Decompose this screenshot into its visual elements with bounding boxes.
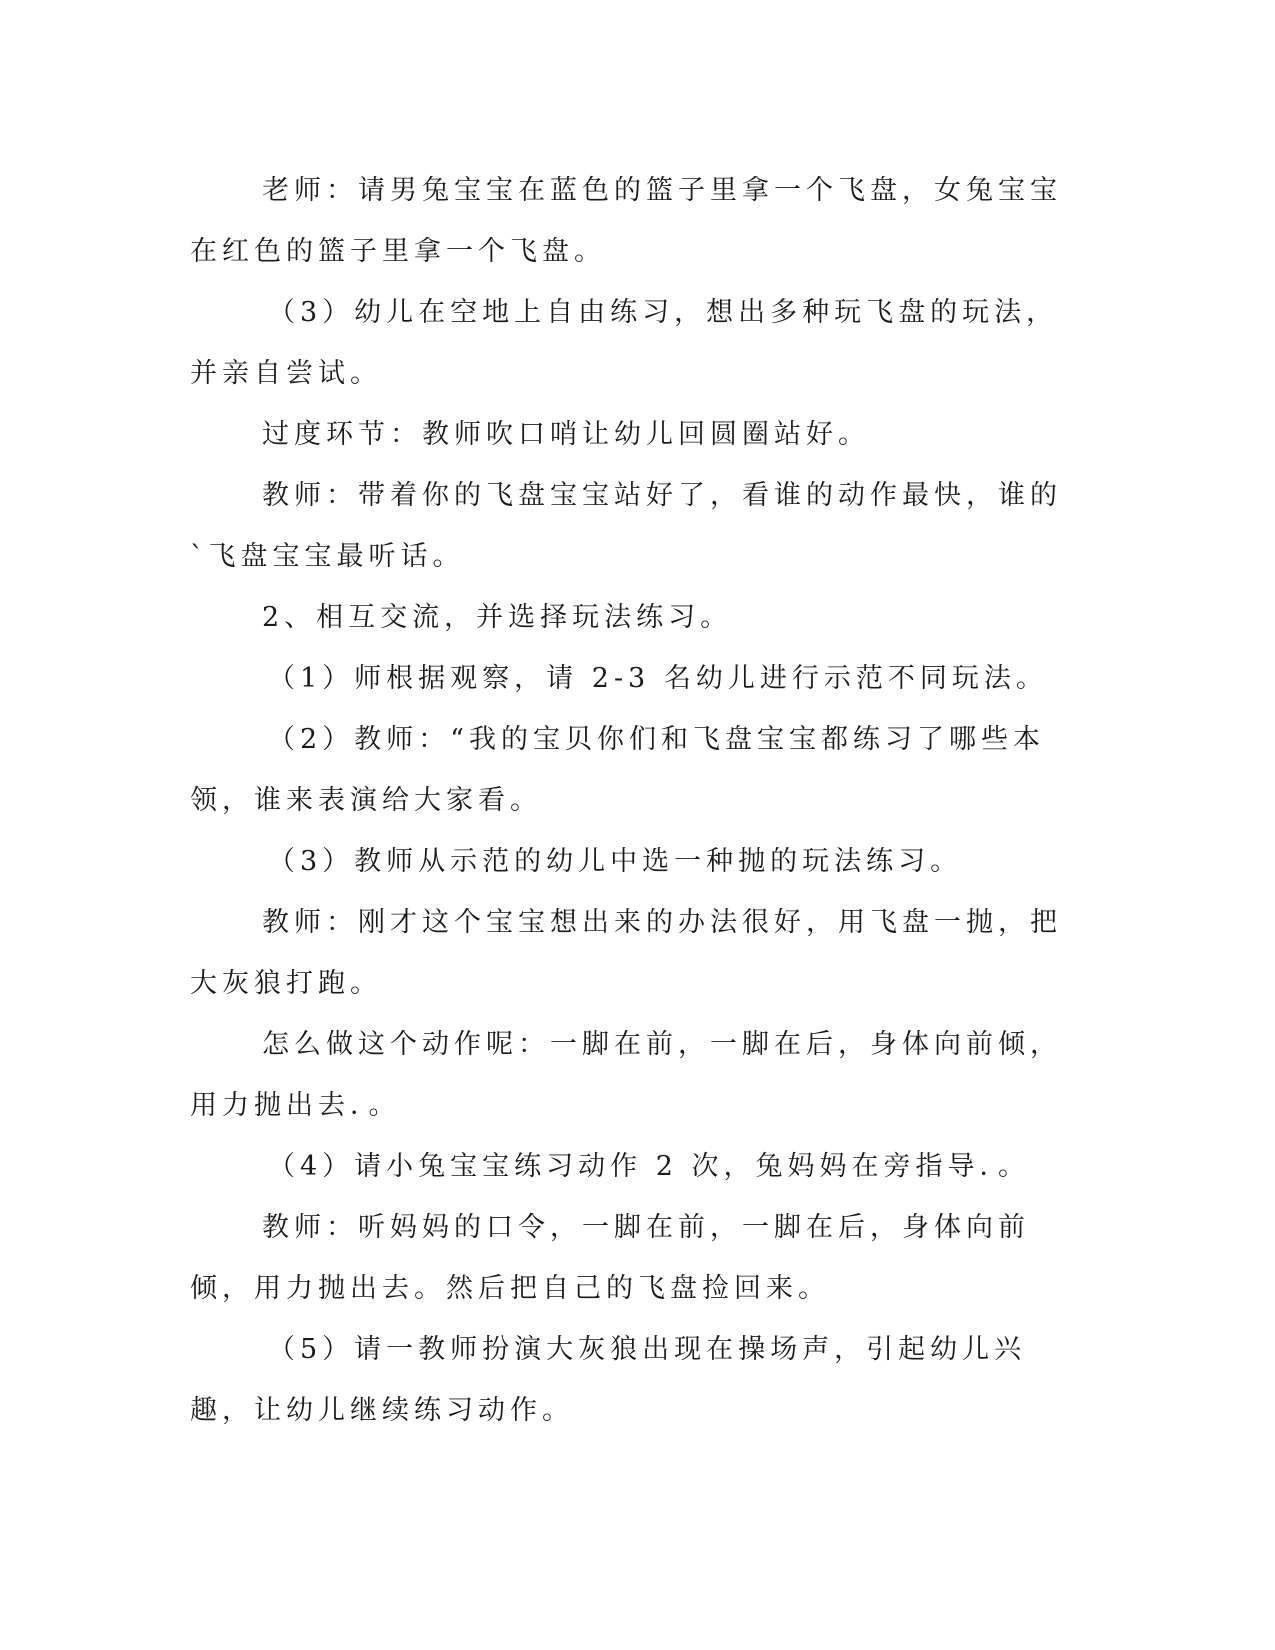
section-heading: 2、相互交流，并选择玩法练习。 (262, 602, 733, 633)
paragraph: 教师：带着你的飞盘宝宝站好了，看谁的动作最快，谁的`飞盘宝宝最听话。 (190, 480, 1062, 572)
paragraph: （3）幼儿在空地上自由练习，想出多种玩飞盘的玩法，并亲自尝试。 (190, 297, 1059, 389)
paragraph: （4）请小兔宝宝练习动作 2 次，兔妈妈在旁指导．。 (268, 1151, 1031, 1182)
paragraph: 怎么做这个动作呢：一脚在前，一脚在后，身体向前倾，用力抛出去．。 (190, 1029, 1062, 1121)
paragraph: （3）教师从示范的幼儿中选一种抛的玩法练习。 (268, 846, 963, 877)
paragraph: 过度环节：教师吹口哨让幼儿回圆圈站好。 (262, 419, 870, 450)
paragraph: （5）请一教师扮演大灰狼出现在操场声，引起幼儿兴趣，让幼儿继续练习动作。 (190, 1334, 1027, 1426)
paragraph: 教师：听妈妈的口令，一脚在前，一脚在后，身体向前倾，用力抛出去。然后把自己的飞盘捡回来。 (190, 1212, 1030, 1304)
paragraph: （1）师根据观察，请 2-3 名幼儿进行示范不同玩法。 (268, 663, 1048, 694)
paragraph: 教师：刚才这个宝宝想出来的办法很好，用飞盘一抛，把大灰狼打跑。 (190, 907, 1062, 999)
paragraph: 老师：请男兔宝宝在蓝色的篮子里拿一个飞盘，女兔宝宝在红色的篮子里拿一个飞盘。 (190, 175, 1062, 267)
paragraph: （2）教师：“我的宝贝你们和飞盘宝宝都练习了哪些本领，谁来表演给大家看。 (190, 724, 1045, 816)
document-body (190, 160, 1070, 1441)
